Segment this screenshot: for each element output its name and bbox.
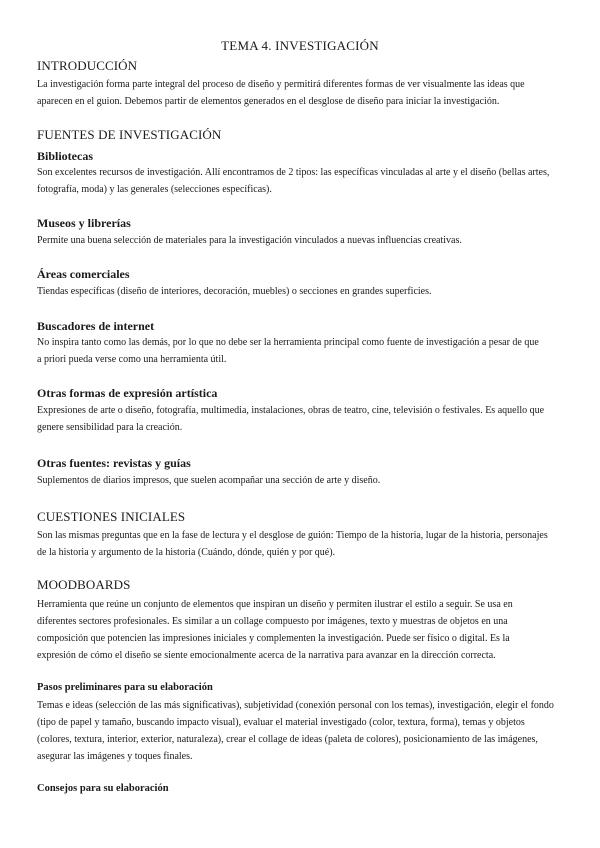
moodboards-heading: MOODBOARDS <box>37 577 131 592</box>
intro-line: La investigación forma parte integral del proceso de diseño y permitirá diferentes formas de ver visualmente las ideas que <box>37 79 525 90</box>
bibliotecas-line: Son excelentes recursos de investigación. Allí encontramos de 2 tipos: las específicas vinculadas al arte y el diseño (bellas artes, <box>37 167 550 178</box>
otras-formas-line: Expresiones de arte o diseño, fotografía, multimedia, instalaciones, obras de teatro, cine, televisión o festivales. Es aquello que <box>37 405 545 416</box>
otras-fuentes-paragraph <box>37 472 569 489</box>
bibliotecas-line: fotografía, moda) y las generales (selecciones específicas). <box>37 184 272 195</box>
buscadores-line: a priori pueda verse como una herramienta útil. <box>37 354 227 365</box>
bibliotecas-title: Bibliotecas <box>37 149 93 163</box>
cuestiones-paragraph <box>37 527 569 561</box>
pasos-title: Pasos preliminares para su elaboración <box>37 682 213 693</box>
fuentes-heading: FUENTES DE INVESTIGACIÓN <box>37 127 222 142</box>
pasos-line: (tipo de papel y tamaño, buscando impacto visual), evaluar el material investigado (color, textura, forma), temas y objetos <box>37 717 525 728</box>
intro-paragraph <box>37 76 569 110</box>
otras-fuentes-line: Suplementos de diarios impresos, que suelen acompañar una sección de arte y diseño. <box>37 475 381 486</box>
page-title: TEMA 4. INVESTIGACIÓN <box>221 38 379 53</box>
areas-title: Áreas comerciales <box>37 267 130 281</box>
museos-title: Museos y librerías <box>37 216 131 230</box>
otras-fuentes-title: Otras fuentes: revistas y guías <box>37 456 191 470</box>
moodboards-line: Herramienta que reúne un conjunto de elementos que inspiran un diseño y permiten ilustrar el estilo a seguir. Se usa en <box>37 599 513 610</box>
moodboards-line: expresión de cómo el diseño se siente emocionalmente acerca de la narrativa para avanzar en la dirección correcta. <box>37 650 496 661</box>
buscadores-paragraph <box>37 334 569 368</box>
areas-paragraph <box>37 283 569 300</box>
pasos-paragraph <box>37 697 569 765</box>
cuestiones-heading: CUESTIONES INICIALES <box>37 509 186 524</box>
pasos-line: asegurar las imágenes y toques finales. <box>37 751 193 762</box>
museos-paragraph <box>37 232 569 249</box>
museos-line: Permite una buena selección de materiales para la investigación vinculados a nuevas influencias creativas. <box>37 235 462 246</box>
cuestiones-line: Son las mismas preguntas que en la fase de lectura y el desglose de guión: Tiempo de la historia, lugar de la historia, personajes <box>37 530 548 541</box>
otras-formas-title: Otras formas de expresión artística <box>37 386 218 400</box>
pasos-line: Temas e ideas (selección de las más significativas), subjetividad (conexión personal con los temas), investigación, elegir el fondo <box>37 700 554 711</box>
intro-heading: INTRODUCCIÓN <box>37 58 138 73</box>
areas-line: Tiendas específicas (diseño de interiores, decoración, muebles) o secciones en grandes superficies. <box>37 286 432 297</box>
otras-formas-paragraph <box>37 402 569 436</box>
bibliotecas-paragraph <box>37 164 569 198</box>
cuestiones-line: de la historia y argumento de la historia (Cuándo, dónde, quién y por qué). <box>37 547 336 558</box>
intro-line: aparecen en el guion. Debemos partir de elementos generados en el desglose de diseño para iniciar la investigación. <box>37 96 500 107</box>
moodboards-line: diferentes sectores profesionales. Es similar a un collage compuesto por imágenes, texto y muestras de objetos en una <box>37 616 508 627</box>
buscadores-line: No inspira tanto como las demás, por lo que no debe ser la herramienta principal como fuente de investigación a pesar de que <box>37 337 539 348</box>
moodboards-line: composición que potencien las impresiones iniciales y complementen la investigación. Puede ser físico o digital. Es la <box>37 633 510 644</box>
consejos-title: Consejos para su elaboración <box>37 783 169 794</box>
otras-formas-line: genere sensibilidad para la creación. <box>37 422 183 433</box>
moodboards-paragraph <box>37 596 569 664</box>
buscadores-title: Buscadores de internet <box>37 319 155 333</box>
pasos-line: (colores, textura, interior, exterior, naturaleza), crear el collage de ideas (paleta de colores), posicionamiento de las imágenes, <box>37 734 538 745</box>
